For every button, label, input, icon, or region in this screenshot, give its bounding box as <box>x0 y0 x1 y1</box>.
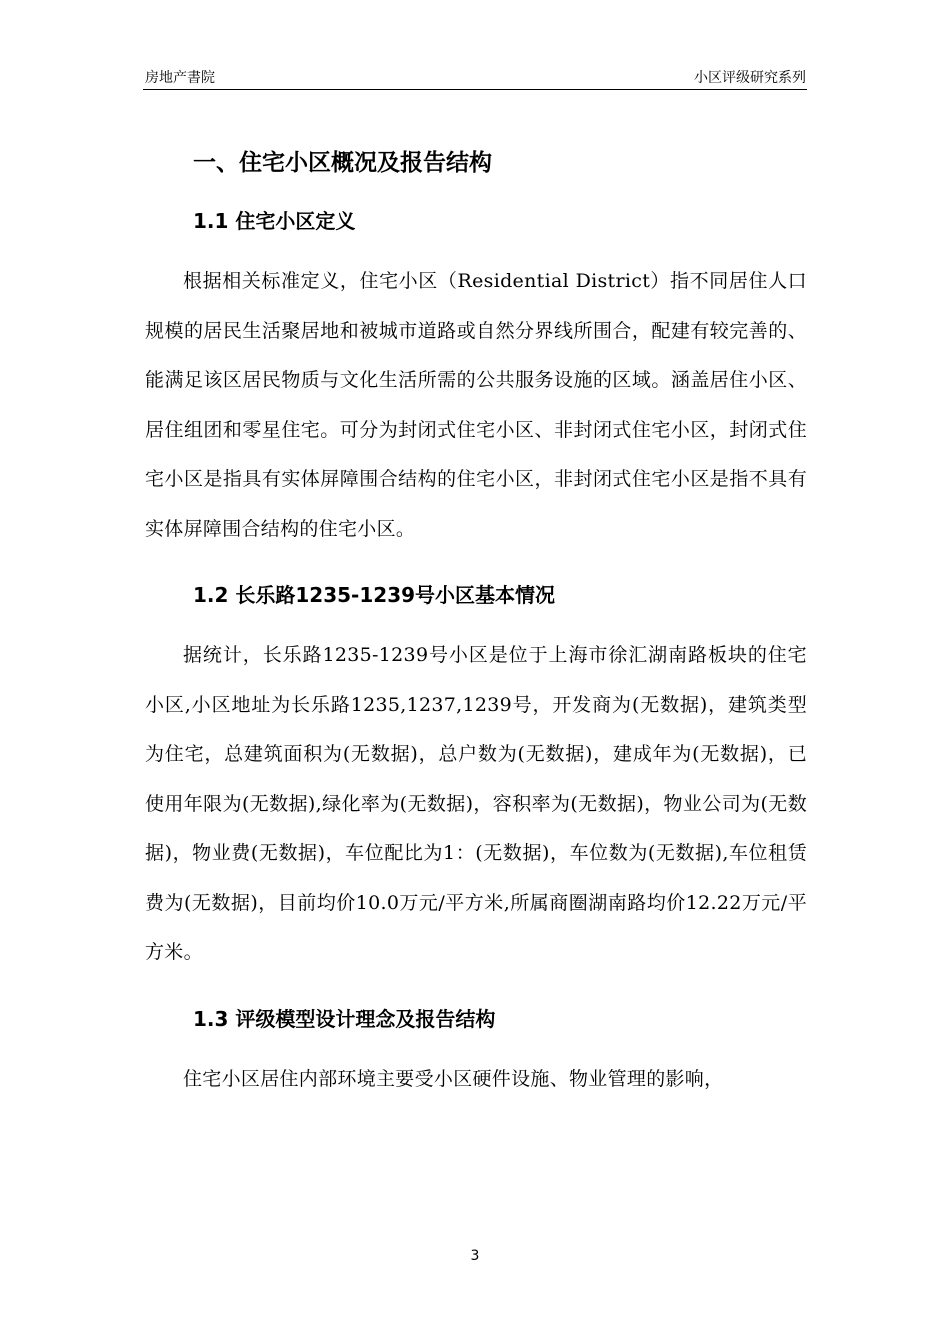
subsection-heading-1-1: 1.1 住宅小区定义 <box>193 209 356 233</box>
main-content <box>145 138 807 1104</box>
header-left-text: 房地产書院 <box>145 70 215 86</box>
header-divider <box>143 89 807 90</box>
paragraph-basic-info: 据统计，长乐路1235-1239号小区是位于上海市徐汇湖南路板块的住宅小区,小区地址为长乐路1235,1237,1239号，开发商为(无数据)，建筑类型为住宅，总建筑面积为(无数据)，总户数为(无数据)，建成年为(无数据)，已使用年限为(无数据),绿化率为(无数据)，容积率为(无数据)，物业公司为(无数据)，物业费(无数据)，车位配比为1：(无数据)，车位数为(无数据),车位租赁费为(无数据)，目前均价10.0万元/平方米,所属商圈湖南路均价12.22万元/平方米。 <box>145 644 807 963</box>
paragraph-definition: 根据相关标准定义，住宅小区（Residential District）指不同居住人口规模的居民生活聚居地和被城市道路或自然分界线所围合，配建有较完善的、能满足该区居民物质与文化生活所需的公共服务设施的区域。涵盖居住小区、居住组团和零星住宅。可分为封闭式住宅小区、非封闭式住宅小区，封闭式住宅小区是指具有实体屏障围合结构的住宅小区，非封闭式住宅小区是指不具有实体屏障围合结构的住宅小区。 <box>145 270 807 540</box>
subsection-heading-1-2: 1.2 长乐路1235-1239号小区基本情况 <box>193 583 556 607</box>
paragraph-model-design: 住宅小区居住内部环境主要受小区硬件设施、物业管理的影响， <box>183 1067 724 1090</box>
page-number: 3 <box>470 1248 480 1264</box>
subsection-heading-1-3: 1.3 评级模型设计理念及报告结构 <box>193 1006 496 1031</box>
section-heading: 一、住宅小区概况及报告结构 <box>193 150 492 176</box>
header-right-text: 小区评级研究系列 <box>694 70 806 86</box>
